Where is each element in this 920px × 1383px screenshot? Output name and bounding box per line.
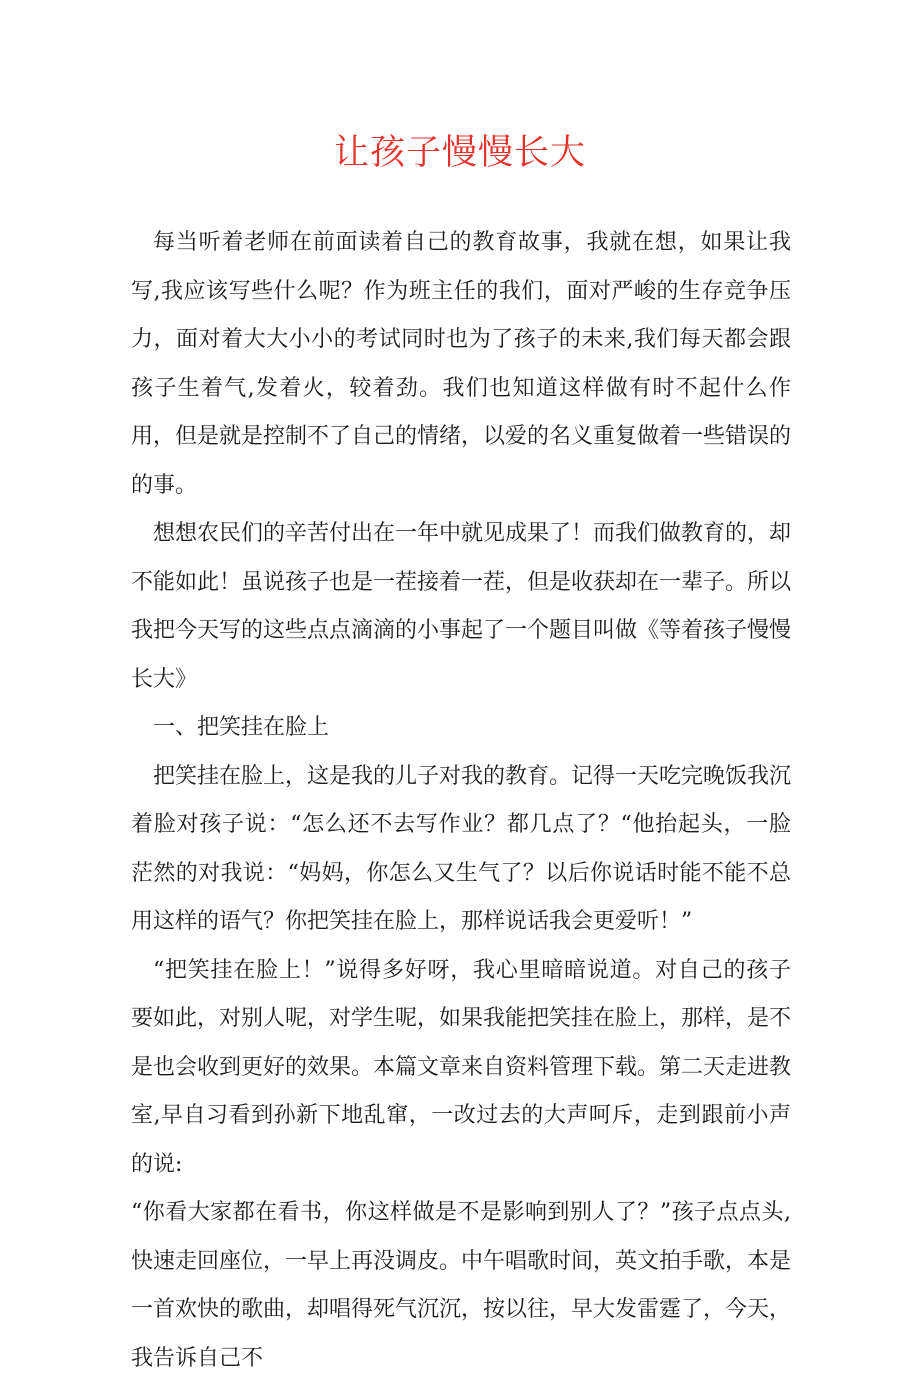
paragraph-4: “把笑挂在脸上！”说得多好呀，我心里暗暗说道。对自己的孩子要如此，对别人呢，对学生呢，如果我能把笑挂在脸上，那样，是不是也会收到更好的效果。本篇文章来自资料管理下载。第二天走进教室,早自习看到孙新下地乱窜，一改过去的大声呵斥，走到跟前小声的说: — [131, 957, 792, 1177]
paragraph-2: 想想农民们的辛苦付出在一年中就见成果了！而我们做教育的，却不能如此！虽说孩子也是一茬接着一茬，但是收获却在一辈子。所以我把今天写的这些点点滴滴的小事起了一个题目叫做《等着孩子慢慢长大》 — [131, 521, 792, 692]
section-heading-1: 一、把笑挂在脸上 — [153, 715, 330, 740]
paragraph-5: “你看大家都在看书，你这样做是不是影响到别人了？”孩子点点头,快速走回座位，一早上再没调皮。中午唱歌时间，英文拍手歌，本是一首欢快的歌曲，却唱得死气沉沉，按以往，早大发雷霆了，今天，我告诉自己不 — [131, 1200, 792, 1371]
document-title: 让孩子慢慢长大 — [333, 133, 586, 173]
paragraph-1: 每当听着老师在前面读着自己的教育故事，我就在想，如果让我写,我应该写些什么呢？作为班主任的我们，面对严峻的生存竞争压力，面对着大大小小的考试同时也为了孩子的未来,我们每天都会跟孩子生着气,发着火，较着劲。我们也知道这样做有时不起什么作用，但是就是控制不了自己的情绪，以爱的名义重复做着一些错误的的事。 — [131, 230, 792, 498]
document-body — [131, 219, 791, 1383]
paragraph-3: 把笑挂在脸上，这是我的儿子对我的教育。记得一天吃完晚饭我沉着脸对孩子说：“怎么还不去写作业？都几点了？“他抬起头，一脸茫然的对我说：“妈妈，你怎么又生气了？以后你说话时能不能不总用这样的语气？你把笑挂在脸上，那样说话我会更爱听！” — [131, 763, 792, 934]
